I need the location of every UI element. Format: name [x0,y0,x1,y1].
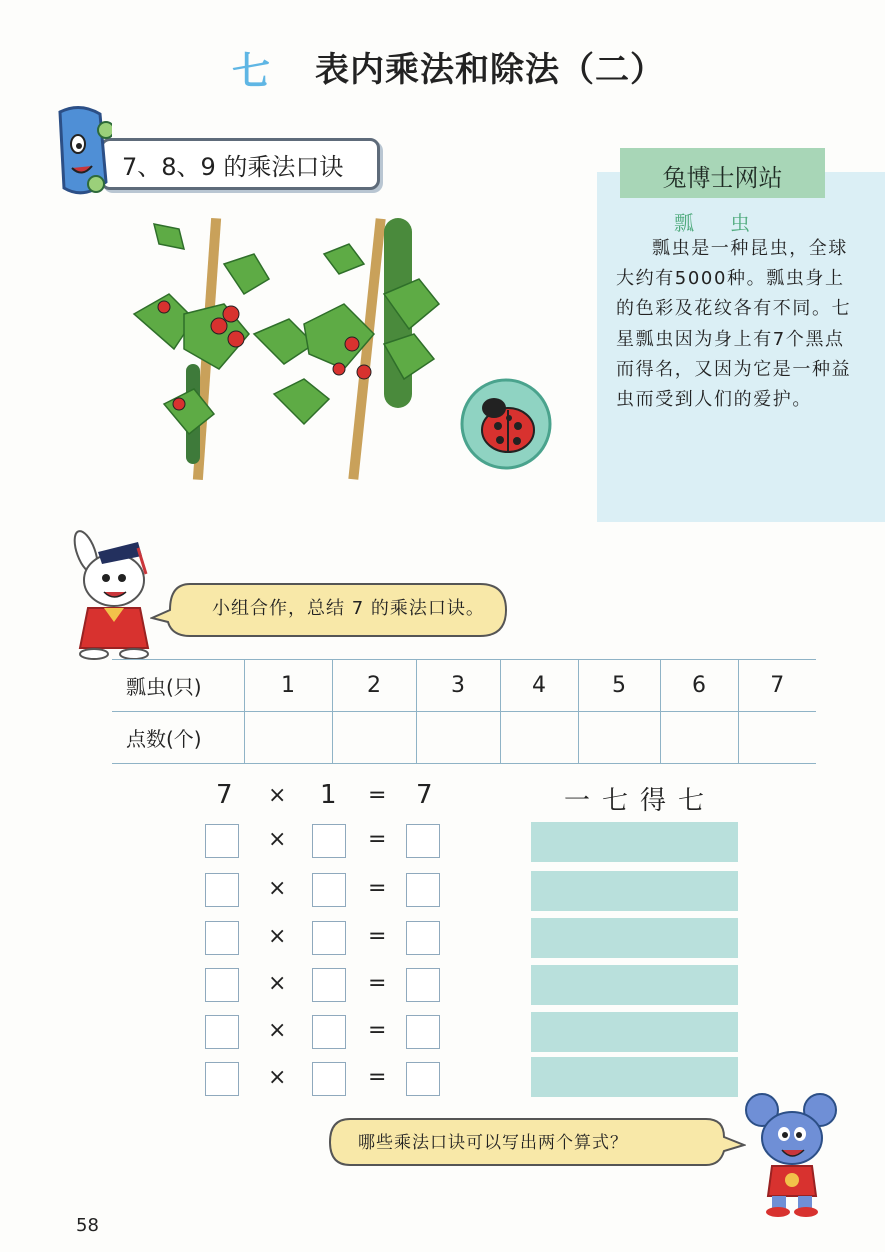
equation-factor-a: 7 [216,780,233,810]
answer-box[interactable] [312,873,346,907]
page-title: 表内乘法和除法（二） [315,50,665,90]
table-cell: 4 [500,660,578,712]
table-cell: 6 [660,660,738,712]
question-prompt: 哪些乘法口诀可以写出两个算式？ [358,1133,628,1153]
info-box-title: 兔博士网站 [662,164,783,192]
answer-box[interactable] [406,921,440,955]
equals-sign: = [368,827,387,852]
ladybug-icon [460,378,552,470]
blank-cell[interactable] [416,712,500,764]
answer-box[interactable] [406,873,440,907]
equals-sign: = [368,924,387,949]
answer-box[interactable] [205,873,239,907]
times-sign: × [268,924,287,949]
answer-box[interactable] [205,1015,239,1049]
times-sign: × [268,827,287,852]
answer-box[interactable] [205,921,239,955]
equation-result: 7 [416,780,433,810]
mouse-mascot [742,1090,840,1218]
answer-box[interactable] [312,824,346,858]
vine-illustration [124,214,444,484]
times-sign: × [268,1018,287,1043]
section-title: 7、8、9 的乘法口诀 [122,153,344,181]
times-sign: × [268,876,287,901]
row-header-ladybugs: 瓢虫(只) [112,660,244,712]
mnemonic-text: 一七得七 [564,786,717,816]
answer-box[interactable] [406,1062,440,1096]
answer-box[interactable] [205,1062,239,1096]
answer-box[interactable] [312,1062,346,1096]
blank-cell[interactable] [500,712,578,764]
blank-cell[interactable] [332,712,416,764]
mnemonic-answer-bar[interactable] [531,1057,738,1097]
answer-box[interactable] [205,968,239,1002]
page-number: 58 [76,1215,99,1236]
mascot-character [50,102,112,202]
mnemonic-answer-bar[interactable] [531,822,738,862]
equals-sign: = [368,971,387,996]
ladybug-dots-table [112,659,816,764]
times-sign: × [268,971,287,996]
table-cell: 5 [578,660,660,712]
times-sign: × [268,783,287,808]
equals-sign: = [368,1018,387,1043]
answer-box[interactable] [406,1015,440,1049]
mnemonic-answer-bar[interactable] [531,1012,738,1052]
table-cell: 2 [332,660,416,712]
times-sign: × [268,1065,287,1090]
group-task-prompt: 小组合作，总结 7 的乘法口诀。 [212,598,485,619]
answer-box[interactable] [205,824,239,858]
equals-sign: = [368,1065,387,1090]
answer-box[interactable] [406,824,440,858]
equation-factor-b: 1 [320,780,337,810]
answer-box[interactable] [312,921,346,955]
blank-cell[interactable] [738,712,816,764]
mnemonic-answer-bar[interactable] [531,918,738,958]
blank-cell[interactable] [660,712,738,764]
table-row [112,660,816,712]
info-box-body: 瓢虫是一种昆虫，全球大约有5000种。瓢虫身上的色彩及花纹各有不同。七星瓢虫因为身上有7个黑点而得名，又因为它是一种益虫而受到人们的爱护。 [616,238,852,411]
answer-box[interactable] [312,1015,346,1049]
table-cell: 3 [416,660,500,712]
answer-box[interactable] [406,968,440,1002]
table-cell: 1 [244,660,332,712]
equals-sign: = [368,783,387,808]
row-header-dots: 点数(个) [112,712,244,764]
blank-cell[interactable] [244,712,332,764]
blank-cell[interactable] [578,712,660,764]
chapter-number: 七 [232,49,271,93]
info-box-subtitle: 瓢虫 [674,211,786,235]
table-cell: 7 [738,660,816,712]
answer-box[interactable] [312,968,346,1002]
mnemonic-answer-bar[interactable] [531,965,738,1005]
equals-sign: = [368,876,387,901]
mnemonic-answer-bar[interactable] [531,871,738,911]
table-row [112,712,816,764]
